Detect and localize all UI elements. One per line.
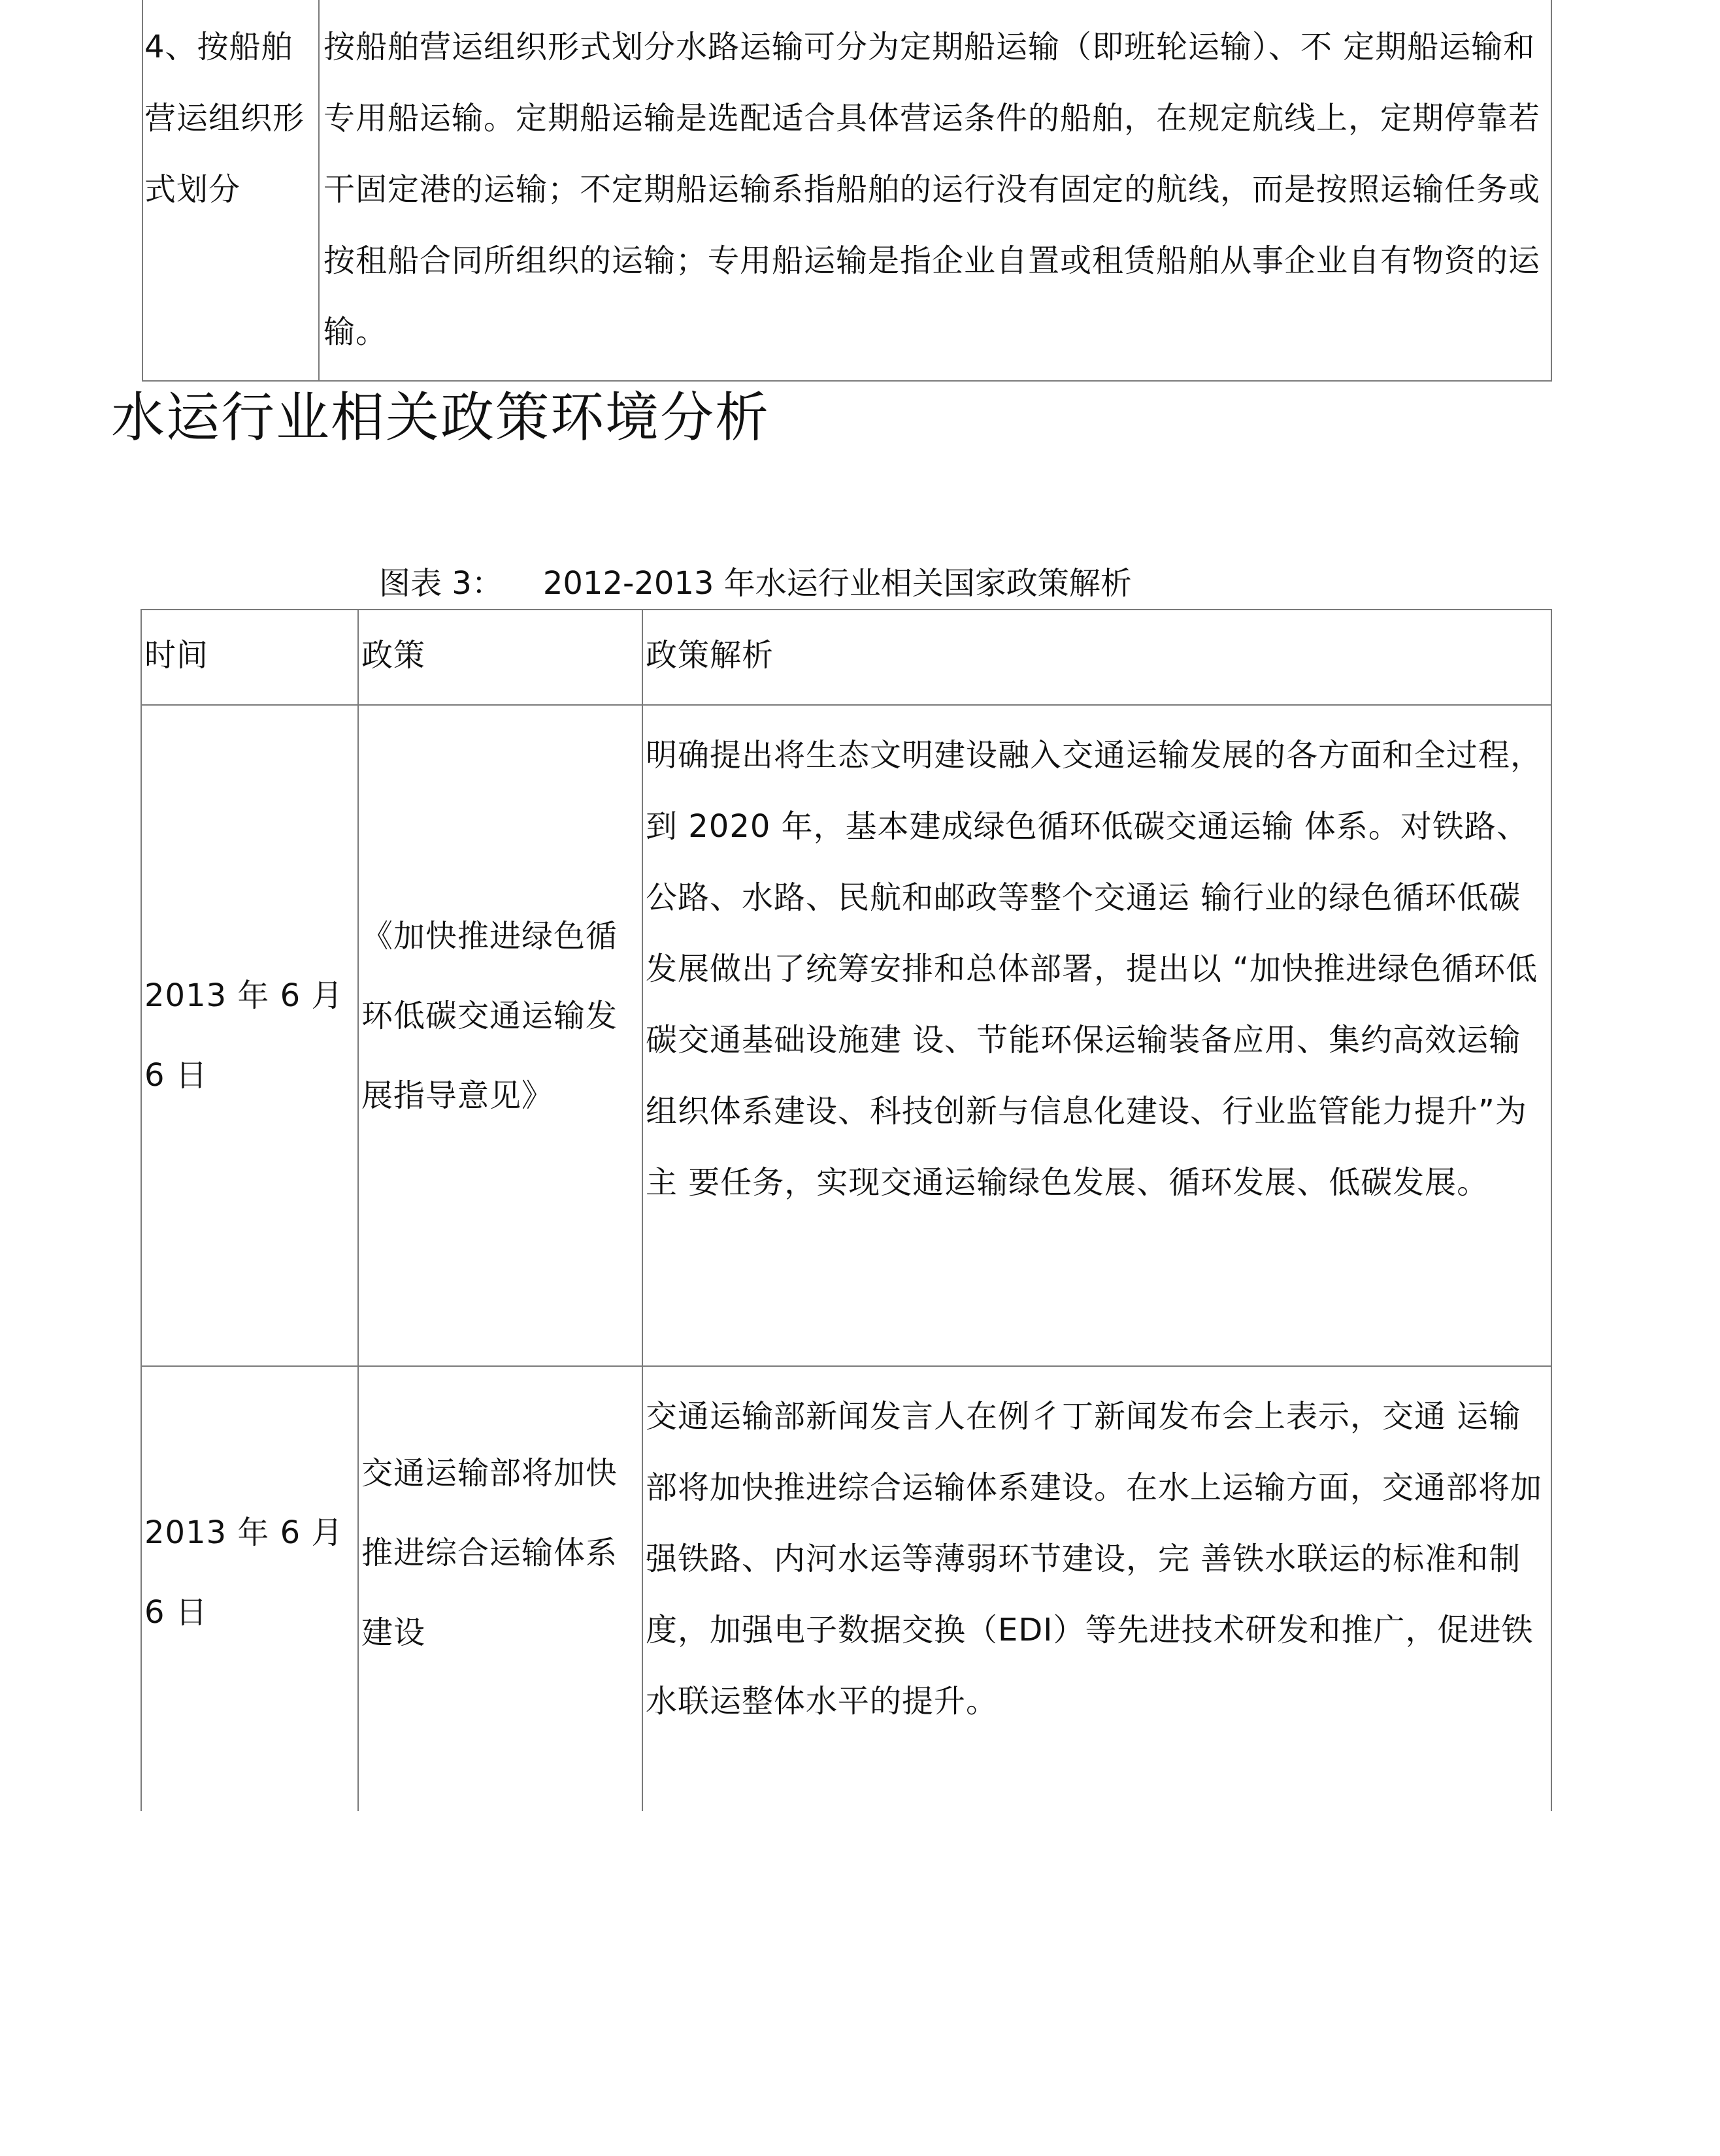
table-row [141, 705, 1551, 1366]
analysis-value: 交通运输部新闻发言人在例彳丁新闻发布会上表示，交通 运输部将加快推进综合运输体系建设。在水上运输方面，交通部将加强铁路、内河水运等薄弱环节建设，完 善铁水联运的标准和制度，加强电子数据交换（EDI）等先进技术研发和推广，促进铁水联运整体水平的提升。 [646, 1398, 1543, 1720]
row-label-cell [142, 0, 319, 381]
row-content-cell [319, 0, 1551, 381]
time-cell [141, 705, 358, 1366]
time-value: 2013 年 6 月 6 日 [144, 1514, 344, 1631]
time-cell-wrap [142, 706, 357, 1365]
policy-value: 《加快推进绿色循环低碳交通运输发展指导意见》 [361, 918, 618, 1114]
table-row [142, 0, 1551, 381]
analysis-cell [642, 705, 1551, 1366]
header-time: 时间 [144, 637, 209, 674]
policy-cell-wrap [359, 706, 642, 1365]
transport-classification-table [142, 0, 1552, 382]
header-cell-policy [358, 610, 642, 705]
time-cell-wrap [142, 1367, 357, 1811]
policy-value: 交通运输部将加快推进综合运输体系建设 [361, 1455, 618, 1651]
header-cell-analysis [642, 610, 1551, 705]
row-content: 按船舶营运组织形式划分水路运输可分为定期船运输（即班轮运输）、不 定期船运输和专用船运输。定期船运输是选配适合具体营运条件的船舶，在规定航线上，定期停靠若干固定港的运输；不定期船运输系指船舶的运行没有固定的航线，而是按照运输任务或按租船合同所组织的运输；专用船运输是指企业自置或租赁船舶从事企业自有物资的运输。 [323, 29, 1541, 350]
table-caption: 图表 3： 2012-2013 年水运行业相关国家政策解析 [379, 565, 1132, 602]
table-row [141, 1366, 1551, 1811]
analysis-cell [642, 1366, 1551, 1811]
analysis-value: 明确提出将生态文明建设融入交通运输发展的各方面和全过程，到 2020 年，基本建成绿色循环低碳交通运输 体系。对铁路、公路、水路、民航和邮政等整个交通运 输行业的绿色循环低碳发展做出了统筹安排和总体部署，提出以 “加快推进绿色循环低碳交通基础设施建 设、节能环保运输装备应用、集约高效运输组织体系建设、科技创新与信息化建设、行业监管能力提升”为主 要任务，实现交通运输绿色发展、循环发展、低碳发展。 [646, 737, 1543, 1201]
header-analysis: 政策解析 [646, 637, 774, 674]
section-heading: 水运行业相关政策环境分析 [111, 387, 770, 449]
time-cell [141, 1366, 358, 1811]
time-value: 2013 年 6 月 6 日 [144, 977, 344, 1094]
header-policy: 政策 [361, 637, 426, 674]
policy-table [141, 609, 1552, 1811]
policy-cell [358, 705, 642, 1366]
table-header-row [141, 610, 1551, 705]
row-label: 4、按船舶营运组织形式划分 [144, 29, 305, 208]
policy-cell [358, 1366, 642, 1811]
policy-cell-wrap [359, 1367, 642, 1811]
header-cell-time [141, 610, 358, 705]
